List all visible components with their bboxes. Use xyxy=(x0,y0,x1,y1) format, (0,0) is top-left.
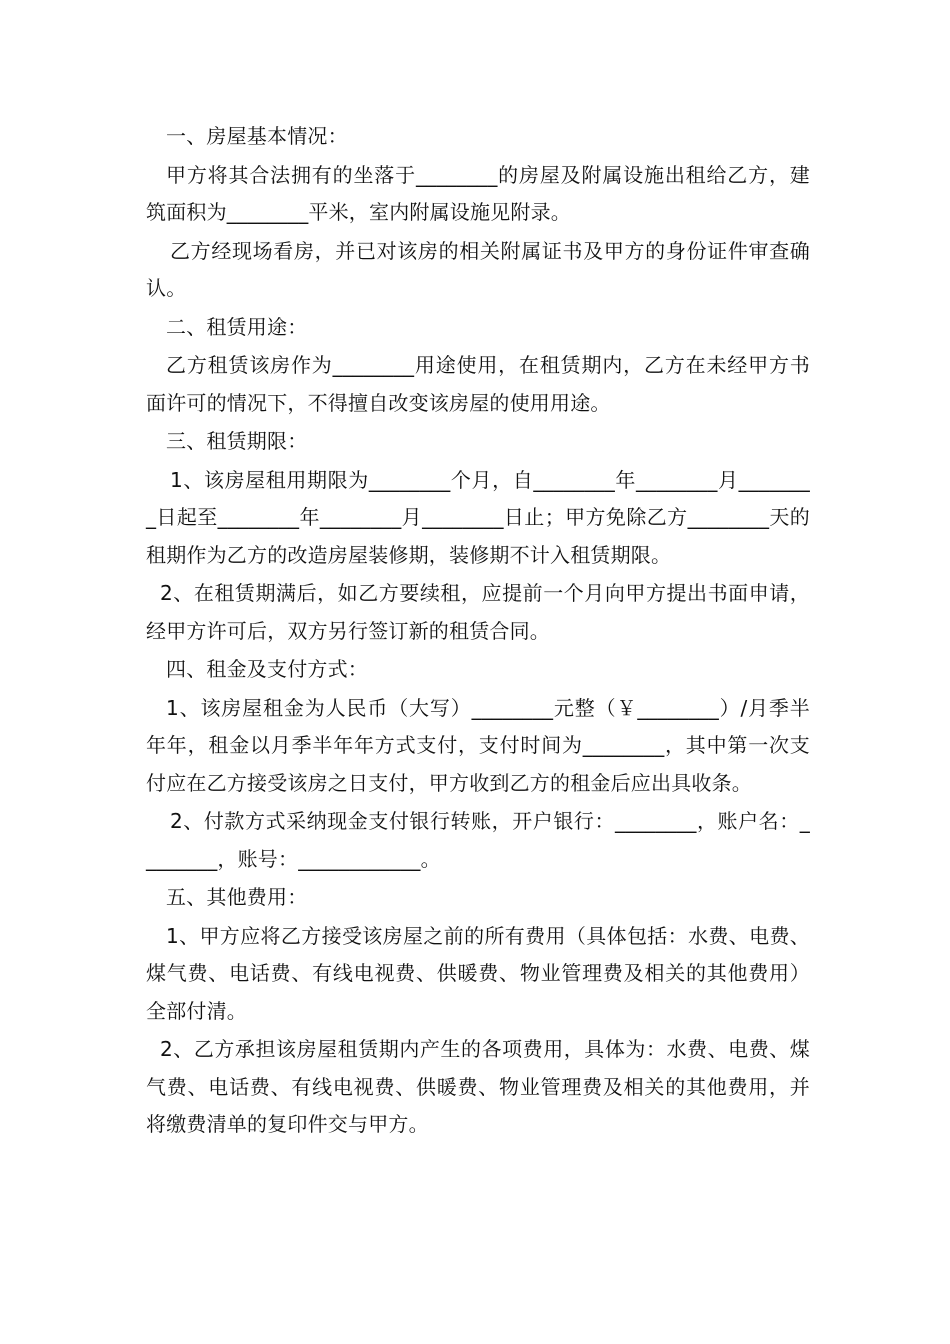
section-1-paragraph-2: 乙方经现场看房，并已对该房的相关附属证书及甲方的身份证件审查确认。 xyxy=(146,238,810,300)
section-2-heading: 二、租赁用途： xyxy=(166,314,308,339)
section-1-heading: 一、房屋基本情况： xyxy=(166,124,348,148)
section-5-paragraph-1: 1、甲方应将乙方接受该房屋之前的所有费用（具体包括：水费、电费、煤气费、电话费、有线电视费、供暖费、物业管理费及相关的其他费用）全部付清。 xyxy=(146,923,810,1023)
section-4-heading: 四、租金及支付方式： xyxy=(166,657,368,681)
section-5-paragraph-2: 2、乙方承担该房屋租赁期内产生的各项费用，具体为：水费、电费、煤气费、电话费、有线电视费、供暖费、物业管理费及相关的其他费用，并将缴费清单的复印件交与甲方。 xyxy=(146,1037,810,1136)
section-2-paragraph-1: 乙方租赁该房作为________用途使用，在租赁期内，乙方在未经甲方书面许可的情况下，不得擅自改变该房屋的使用用途。 xyxy=(146,353,810,415)
contract-page xyxy=(146,118,810,1145)
section-4-paragraph-2: 2、付款方式采纳现金支付银行转账，开户银行：________，账户名：________，账号：____________。 xyxy=(146,809,810,871)
section-3-paragraph-2: 2、在租赁期满后，如乙方要续租，应提前一个月向甲方提出书面申请，经甲方许可后，双方另行签订新的租赁合同。 xyxy=(146,581,810,643)
section-1-paragraph-1: 甲方将其合法拥有的坐落于________的房屋及附属设施出租给乙方，建筑面积为________平米，室内附属设施见附录。 xyxy=(146,162,810,224)
section-5-heading: 五、其他费用： xyxy=(166,885,308,909)
section-3-paragraph-1: 1、该房屋租用期限为________个月，自________年________月________日起至________年________月________日止；甲方免除乙方________天的租期作为乙方的改造房屋装修期，装修期不计入租赁期限。 xyxy=(146,467,810,567)
section-4-paragraph-1: 1、该房屋租金为人民币（大写）________元整（￥________）/月季半年年，租金以月季半年年方式支付，支付时间为________，其中第一次支付应在乙方接受该房之日支付，甲方收到乙方的租金后应出具收条。 xyxy=(146,695,810,795)
section-3-heading: 三、租赁期限： xyxy=(166,429,308,453)
